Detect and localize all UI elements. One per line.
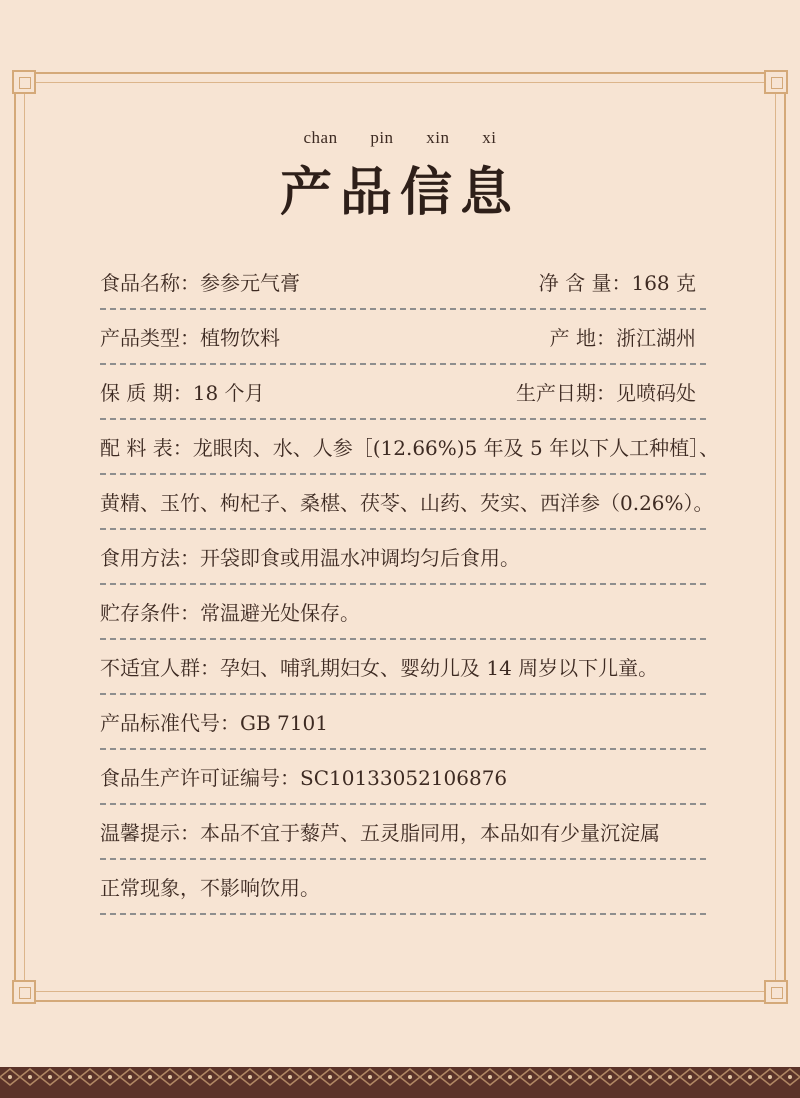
corner-ornament-bottom-left <box>12 980 36 1004</box>
food-name: 食品名称：参参元气膏 <box>100 271 300 295</box>
row-tips-1 <box>100 805 706 860</box>
tips-line-1: 温馨提示：本品不宜于藜芦、五灵脂同用，本品如有少量沉淀属 <box>100 821 660 845</box>
row-standard <box>100 695 706 750</box>
ingredients-line-1: 配 料 表：龙眼肉、水、人参［(12.66%)5 年及 5 年以下人工种植］、 <box>100 436 720 460</box>
bottom-pattern-icon <box>0 1064 800 1090</box>
corner-ornament-top-left <box>12 70 36 94</box>
row-license <box>100 750 706 805</box>
bottom-pattern-band <box>0 1076 800 1098</box>
standard-code: 产品标准代号：GB 7101 <box>100 711 328 735</box>
storage-conditions: 贮存条件：常温避光处保存。 <box>100 601 360 625</box>
page-title: 产品信息 <box>279 162 520 223</box>
row-ingredients-2 <box>100 475 714 530</box>
license-number: 食品生产许可证编号：SC10133052106876 <box>100 766 508 790</box>
row-food-name <box>100 255 706 310</box>
origin: 产 地：浙江湖州 <box>549 326 696 350</box>
row-ingredients-1 <box>100 420 720 475</box>
usage-method: 食用方法：开袋即食或用温水冲调均匀后食用。 <box>100 546 520 570</box>
title-pinyin: chan pin xin xi <box>303 128 497 147</box>
corner-ornament-bottom-right <box>764 980 788 1004</box>
shelf-life: 保 质 期：18 个月 <box>100 381 265 405</box>
net-weight: 净 含 量：168 克 <box>538 271 696 295</box>
row-unsuitable <box>100 640 706 695</box>
row-tips-2 <box>100 860 706 915</box>
ingredients-line-2: 黄精、玉竹、枸杞子、桑椹、茯苓、山药、芡实、西洋参（0.26%）。 <box>100 491 714 515</box>
row-product-type <box>100 310 706 365</box>
tips-line-2: 正常现象，不影响饮用。 <box>100 876 320 900</box>
production-date: 生产日期：见喷码处 <box>516 381 696 405</box>
row-storage <box>100 585 706 640</box>
row-usage <box>100 530 706 585</box>
row-shelf-life <box>100 365 706 420</box>
unsuitable-groups: 不适宜人群：孕妇、哺乳期妇女、婴幼儿及 14 周岁以下儿童。 <box>100 656 659 680</box>
info-table <box>100 255 720 915</box>
product-type: 产品类型：植物饮料 <box>100 326 280 350</box>
corner-ornament-top-right <box>764 70 788 94</box>
